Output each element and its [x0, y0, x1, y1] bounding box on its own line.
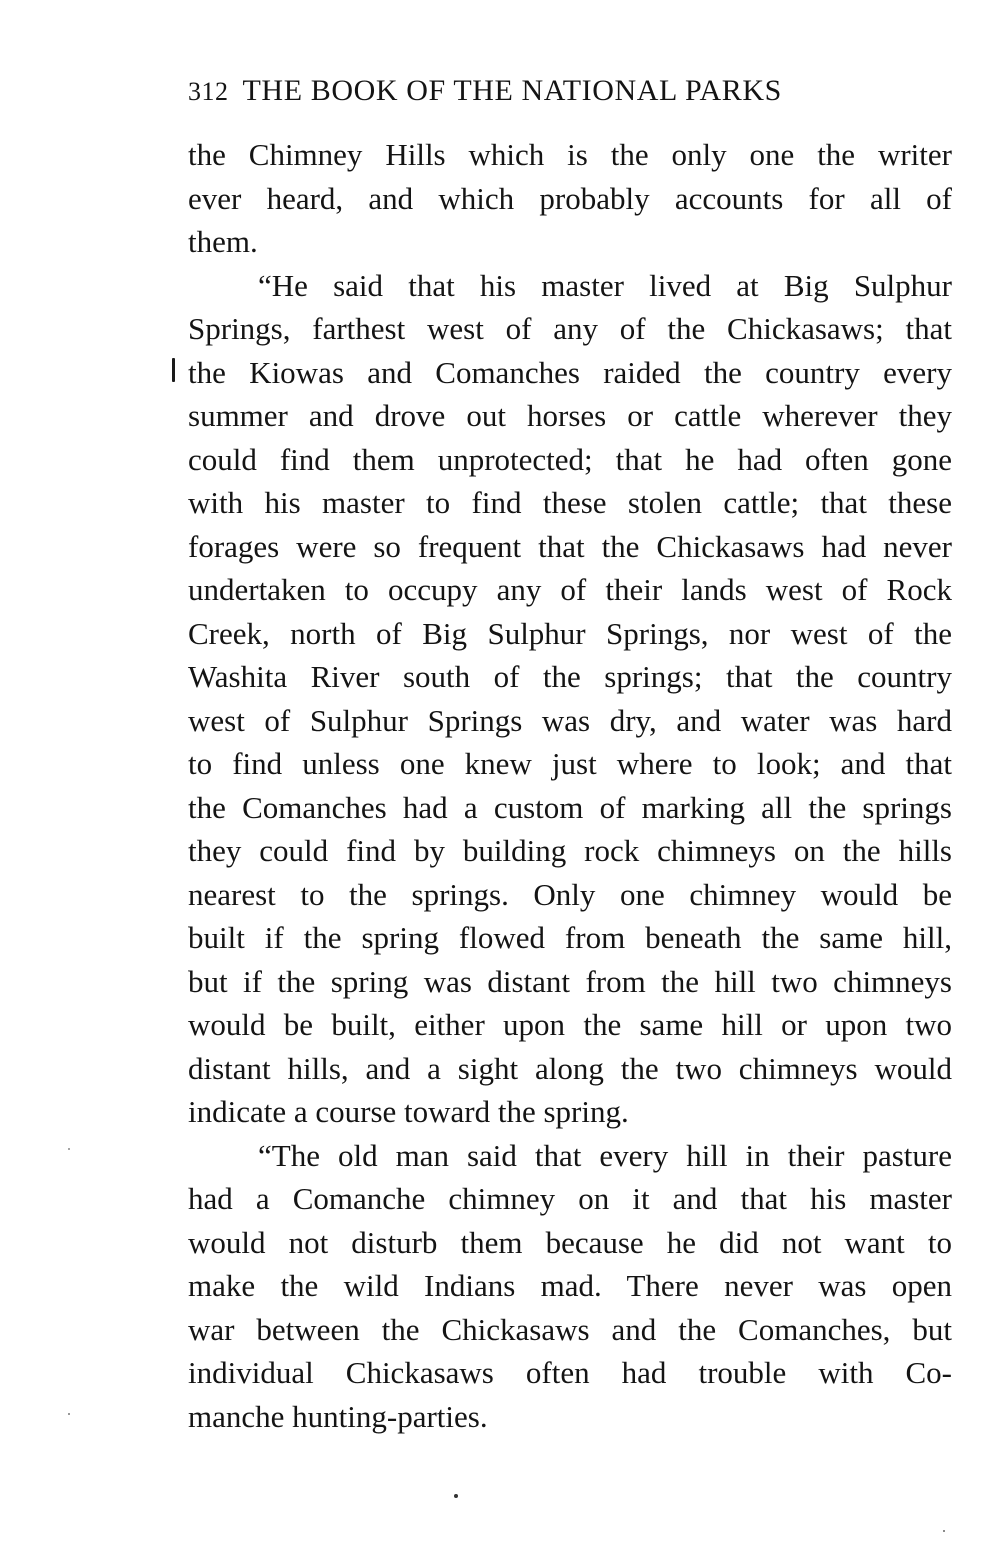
- text-line: would be built, either upon the same hill or upon two: [188, 1007, 952, 1042]
- text-line: “He said that his master lived at Big Sulphur: [258, 267, 952, 303]
- text-line: the Chimney Hills which is the only one the writer: [188, 137, 952, 172]
- text-line: “The old man said that every hill in their pasture: [258, 1137, 952, 1173]
- body-text: [188, 133, 952, 1438]
- text-line: built if the spring flowed from beneath the same hill,: [188, 920, 952, 955]
- ink-speck: [68, 1413, 70, 1415]
- text-line: west of Sulphur Springs was dry, and water was hard: [188, 702, 952, 738]
- page-number: 312: [188, 77, 229, 106]
- text-line: Creek, north of Big Sulphur Springs, nor west of the: [188, 615, 952, 651]
- text-line: they could find by building rock chimneys on the hills: [188, 833, 952, 868]
- text-line: war between the Chickasaws and the Comanches, but: [188, 1311, 952, 1347]
- text-line: make the wild Indians mad. There never was open: [188, 1268, 952, 1303]
- ink-speck: [68, 1148, 70, 1150]
- paragraph-1: [188, 133, 952, 264]
- text-line: Washita River south of the springs; that the country: [188, 659, 952, 694]
- text-line: could find them unprotected; that he had often gone: [188, 441, 952, 477]
- ink-speck: [454, 1494, 458, 1498]
- text-line: with his master to find these stolen cattle; that these: [188, 485, 952, 520]
- text-line: indicate a course toward the spring.: [188, 1094, 629, 1129]
- text-line: had a Comanche chimney on it and that his master: [188, 1181, 952, 1216]
- text-line: nearest to the springs. Only one chimney would be: [188, 876, 952, 912]
- text-line: ever heard, and which probably accounts for all of: [188, 180, 952, 216]
- text-line: Springs, farthest west of any of the Chickasaws; that: [188, 311, 952, 346]
- text-line: the Kiowas and Comanches raided the country every: [188, 354, 952, 390]
- text-line: distant hills, and a sight along the two chimneys would: [188, 1050, 952, 1086]
- running-title: THE BOOK OF THE NATIONAL PARKS: [242, 74, 782, 107]
- running-head: [188, 74, 952, 118]
- text-line: the Comanches had a custom of marking all the springs: [188, 789, 952, 825]
- paragraph-3: [188, 1134, 952, 1439]
- text-line: would not disturb them because he did not want to: [188, 1224, 952, 1260]
- ink-speck: [943, 1530, 945, 1532]
- text-line: individual Chickasaws often had trouble with Co-: [188, 1355, 952, 1390]
- text-line: to find unless one knew just where to look; and that: [188, 746, 952, 781]
- text-line: them.: [188, 224, 258, 259]
- text-line: but if the spring was distant from the hill two chimneys: [188, 963, 952, 999]
- text-line: forages were so frequent that the Chickasaws had never: [188, 528, 952, 564]
- paragraph-2: [188, 264, 952, 1134]
- margin-mark: [172, 358, 175, 382]
- text-line: summer and drove out horses or cattle wherever they: [188, 398, 952, 433]
- text-line: manche hunting-parties.: [188, 1398, 488, 1434]
- text-line: undertaken to occupy any of their lands west of Rock: [188, 572, 952, 607]
